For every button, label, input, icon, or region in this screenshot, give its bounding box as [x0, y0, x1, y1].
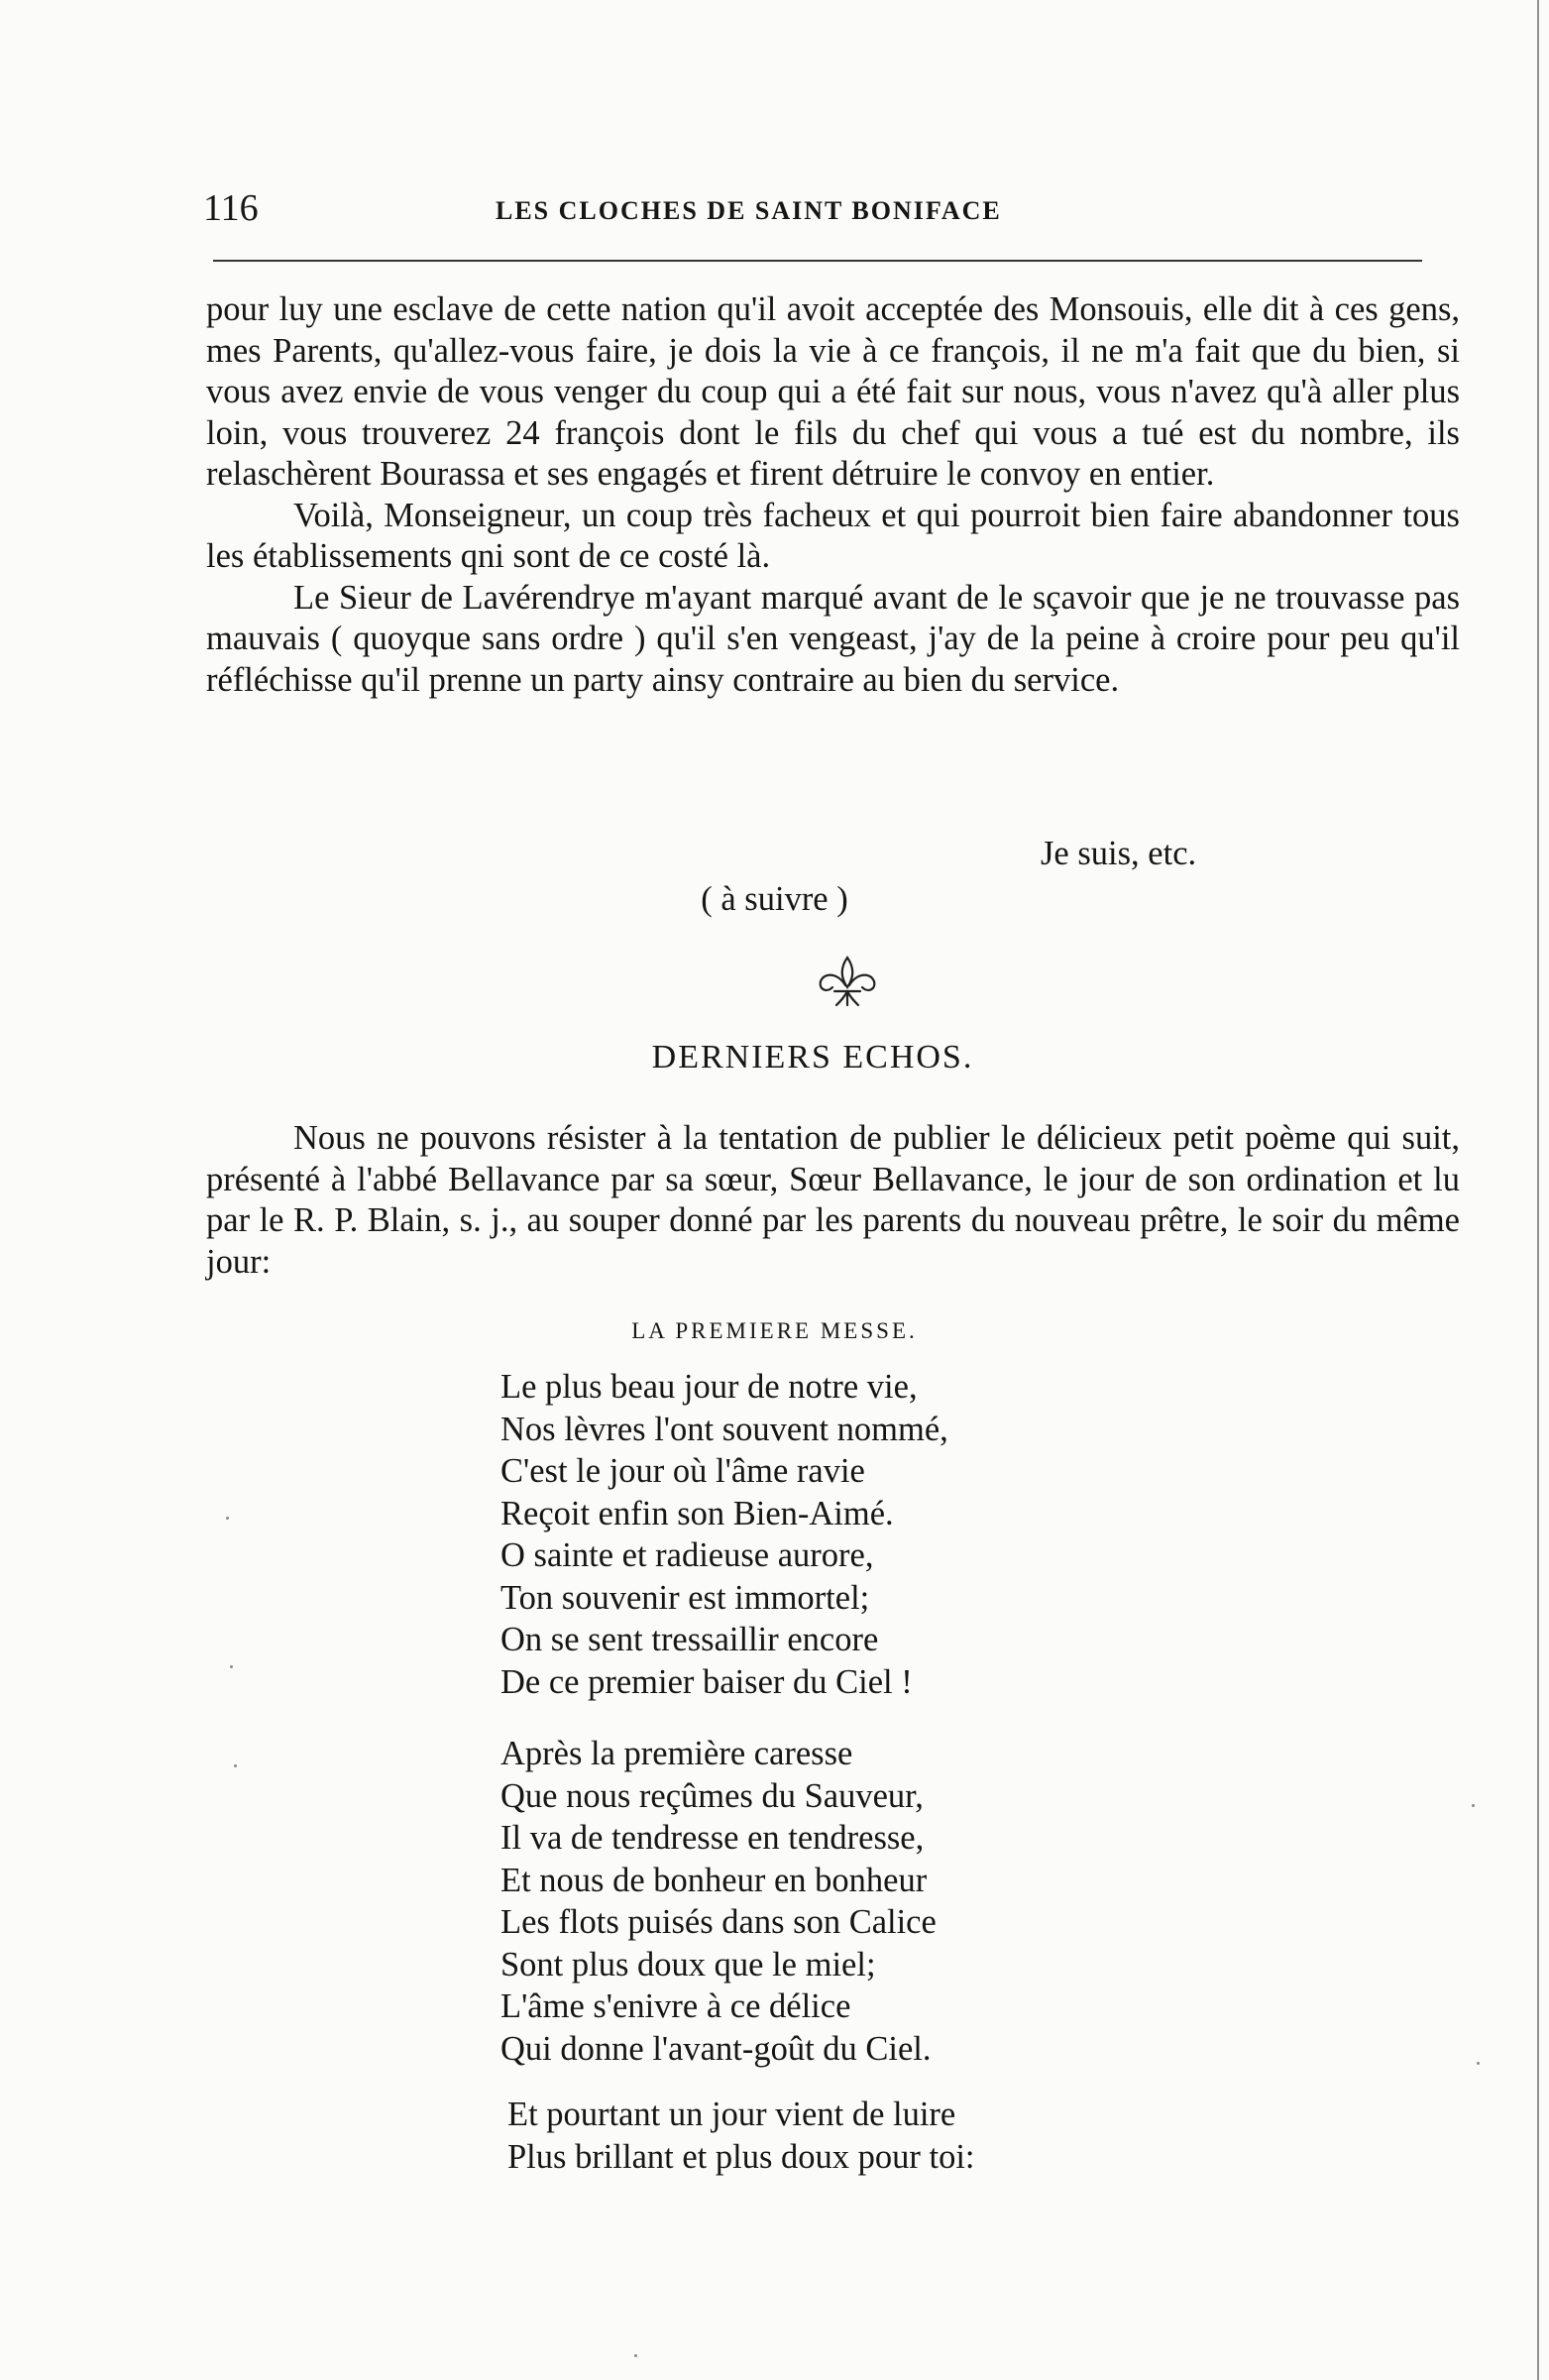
poem-line: Et pourtant un jour vient de luire: [507, 2096, 956, 2133]
poem-line: L'âme s'enivre à ce délice: [500, 1987, 851, 2025]
poem-line: Ton souvenir est immortel;: [500, 1578, 870, 1617]
poem-line: On se sent tressaillir encore: [500, 1621, 879, 1658]
fleur-de-lis-icon: [817, 954, 878, 1009]
page-header: [203, 186, 1447, 236]
letter-paragraph: Voilà, Monseigneur, un coup très facheux et qui pourroit bien faire abandonner tous les établissements qni sont de ce costé là.: [206, 496, 1460, 575]
print-speck: [1477, 2062, 1480, 2065]
poem-stanza: [507, 2094, 1201, 2178]
letter-closing: Je suis, etc.: [1041, 835, 1197, 872]
poem-line: Sont plus doux que le miel;: [500, 1945, 876, 1983]
letter-paragraph: pour luy une esclave de cette nation qu'il avoit acceptée des Monsouis, elle dit à ces gens, mes Parents, qu'allez-vous faire, je dois la vie à ce françois, il ne m'a fait que du bien, si vous avez envie de vous venger du coup qui a été fait sur nous, vous n'avez qu'à aller plus loin, vous trouverez 24 françois dont le fils du chef qui vous a tué est du nombre, ils relaschèrent Bourassa et ses engagés et firent détruire le convoy en entier.: [206, 290, 1460, 493]
poem-line: De ce premier baiser du Ciel !: [500, 1662, 913, 1701]
poem-line: Il va de tendresse en tendresse,: [500, 1819, 925, 1857]
poem-line: Qui donne l'avant-goût du Ciel.: [500, 2029, 932, 2068]
poem-line: Après la première caresse: [500, 1735, 853, 1772]
page-edge-shadow: [1537, 0, 1539, 2380]
continuation-note: ( à suivre ): [701, 880, 848, 918]
poem-line: C'est le jour où l'âme ravie: [500, 1452, 865, 1490]
poem-line: Le plus beau jour de notre vie,: [500, 1368, 918, 1406]
section-intro: [206, 1118, 1460, 1283]
print-speck: [226, 1517, 229, 1520]
poem-line: Reçoit enfin son Bien-Aimé.: [500, 1494, 894, 1532]
poem-line: Plus brillant et plus doux pour toi:: [507, 2137, 975, 2176]
poem-line: Les flots puisés dans son Calice: [500, 1903, 937, 1941]
poem-line: Que nous reçûmes du Sauveur,: [500, 1776, 924, 1815]
letter-paragraph: Le Sieur de Lavérendrye m'ayant marqué avant de le sçavoir que je ne trouvasse pas mauvais ( quoyque sans ordre ) qu'il s'en vengeast, j'ay de la peine à croire pour peu qu'il réfléchisse qu'il prenne un party ainsy contraire au bien du service.: [206, 578, 1460, 699]
poem-line: Nos lèvres l'ont souvent nommé,: [500, 1410, 948, 1448]
print-speck: [230, 1665, 233, 1668]
letter-text: [206, 289, 1460, 701]
poem-line: Et nous de bonheur en bonheur: [500, 1861, 928, 1899]
print-speck: [634, 2354, 637, 2357]
running-head: LES CLOCHES DE SAINT BONIFACE: [496, 196, 1002, 225]
print-speck: [234, 1764, 237, 1767]
poem-stanza: [500, 1366, 1194, 1703]
header-rule: [213, 260, 1422, 262]
page-number: 116: [203, 187, 259, 229]
poem-line: O sainte et radieuse aurore,: [500, 1536, 874, 1574]
intro-paragraph: Nous ne pouvons résister à la tentation de publier le délicieux petit poème qui suit, présenté à l'abbé Bellavance par sa sœur, Sœur Bellavance, le jour de son ordination et lu par le R. P. Blain, s. j., au souper donné par les parents du nouveau prêtre, le soir du même jour:: [206, 1119, 1460, 1281]
print-speck: [1472, 1804, 1475, 1807]
section-title: DERNIERS ECHOS.: [651, 1039, 974, 1076]
poem-title: LA PREMIERE MESSE.: [631, 1318, 918, 1343]
poem-stanza: [500, 1733, 1194, 2070]
